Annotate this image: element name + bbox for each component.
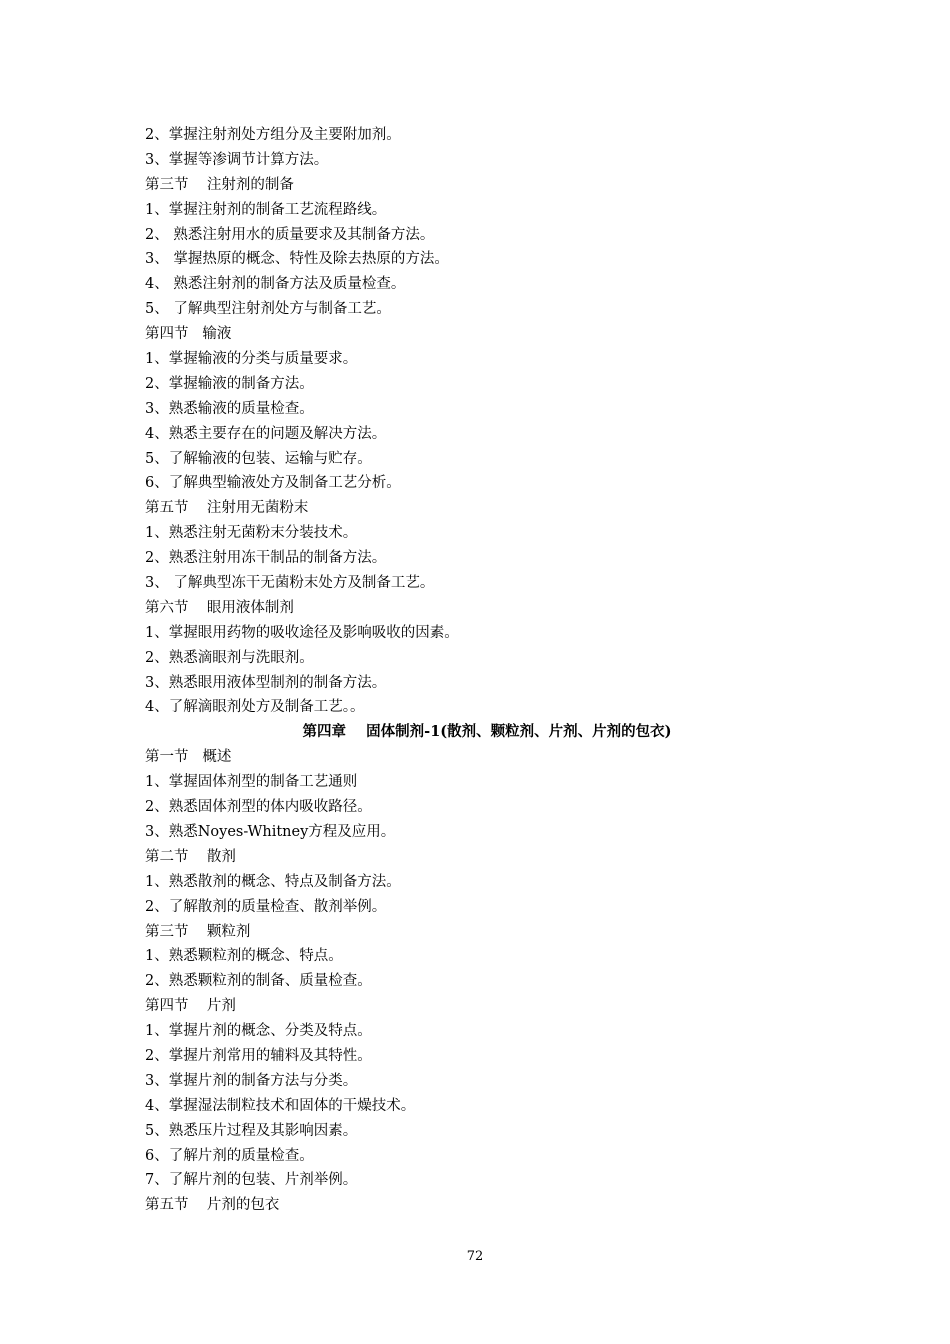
objective-item: 1、掌握注射剂的制备工艺流程路线。 bbox=[145, 201, 387, 218]
section-heading: 第四节 片剂 bbox=[145, 998, 236, 1015]
chapter-heading: 第四章 固体制剂-1(散剂、颗粒剂、片剂、片剂的包衣) bbox=[302, 723, 672, 741]
page-number: 72 bbox=[466, 1249, 484, 1264]
objective-item: 3、熟悉眼用液体型制剂的制备方法。 bbox=[145, 674, 387, 691]
objective-item: 5、了解输液的包装、运输与贮存。 bbox=[145, 450, 372, 467]
objective-item: 2、掌握输液的制备方法。 bbox=[145, 375, 314, 392]
objective-item: 6、了解片剂的质量检查。 bbox=[145, 1147, 314, 1164]
section-heading: 第六节 眼用液体制剂 bbox=[145, 599, 294, 616]
objective-item: 5、 了解典型注射剂处方与制备工艺。 bbox=[145, 301, 391, 318]
objective-item: 2、熟悉固体剂型的体内吸收路径。 bbox=[145, 799, 372, 816]
objective-item: 3、 掌握热原的概念、特性及除去热原的方法。 bbox=[145, 251, 449, 268]
objective-item: 3、掌握片剂的制备方法与分类。 bbox=[145, 1072, 358, 1089]
objective-item: 3、 了解典型冻干无菌粉末处方及制备工艺。 bbox=[145, 575, 435, 592]
objective-item: 2、熟悉颗粒剂的制备、质量检查。 bbox=[145, 973, 372, 990]
section-heading: 第三节 颗粒剂 bbox=[145, 923, 251, 940]
objective-item: 1、掌握片剂的概念、分类及特点。 bbox=[145, 1023, 372, 1040]
objective-item: 2、掌握片剂常用的辅料及其特性。 bbox=[145, 1047, 372, 1064]
document-body bbox=[145, 123, 825, 1218]
section-heading: 第四节 输液 bbox=[145, 326, 232, 343]
objective-item: 3、熟悉输液的质量检查。 bbox=[145, 400, 314, 417]
objective-item: 2、 熟悉注射用水的质量要求及其制备方法。 bbox=[145, 226, 435, 243]
objective-item: 1、掌握输液的分类与质量要求。 bbox=[145, 351, 358, 368]
section-heading: 第二节 散剂 bbox=[145, 848, 236, 865]
objective-item: 4、熟悉主要存在的问题及解决方法。 bbox=[145, 425, 387, 442]
objective-item: 2、熟悉滴眼剂与洗眼剂。 bbox=[145, 649, 314, 666]
section-heading: 第一节 概述 bbox=[145, 749, 232, 766]
objective-item: 1、熟悉颗粒剂的概念、特点。 bbox=[145, 948, 343, 965]
section-heading: 第三节 注射剂的制备 bbox=[145, 176, 294, 193]
section-heading: 第五节 片剂的包衣 bbox=[145, 1197, 280, 1214]
objective-item: 5、熟悉压片过程及其影响因素。 bbox=[145, 1122, 358, 1139]
objective-item: 3、掌握等渗调节计算方法。 bbox=[145, 151, 329, 168]
objective-item: 3、熟悉Noyes-Whitney方程及应用。 bbox=[145, 823, 396, 840]
objective-item: 4、 熟悉注射剂的制备方法及质量检查。 bbox=[145, 276, 406, 293]
objective-item: 1、熟悉注射无菌粉末分装技术。 bbox=[145, 525, 358, 542]
objective-item: 1、掌握固体剂型的制备工艺通则 bbox=[145, 774, 358, 791]
objective-item: 4、了解滴眼剂处方及制备工艺。。 bbox=[145, 699, 365, 716]
objective-item: 6、了解典型输液处方及制备工艺分析。 bbox=[145, 475, 401, 492]
objective-item: 4、掌握湿法制粒技术和固体的干燥技术。 bbox=[145, 1097, 416, 1114]
objective-item: 7、了解片剂的包装、片剂举例。 bbox=[145, 1172, 358, 1189]
objective-item: 2、了解散剂的质量检查、散剂举例。 bbox=[145, 898, 387, 915]
objective-item: 2、掌握注射剂处方组分及主要附加剂。 bbox=[145, 127, 401, 143]
objective-item: 1、熟悉散剂的概念、特点及制备方法。 bbox=[145, 873, 401, 890]
objective-item: 1、掌握眼用药物的吸收途径及影响吸收的因素。 bbox=[145, 624, 459, 641]
section-heading: 第五节 注射用无菌粉末 bbox=[145, 500, 309, 517]
objective-item: 2、熟悉注射用冻干制品的制备方法。 bbox=[145, 550, 387, 567]
